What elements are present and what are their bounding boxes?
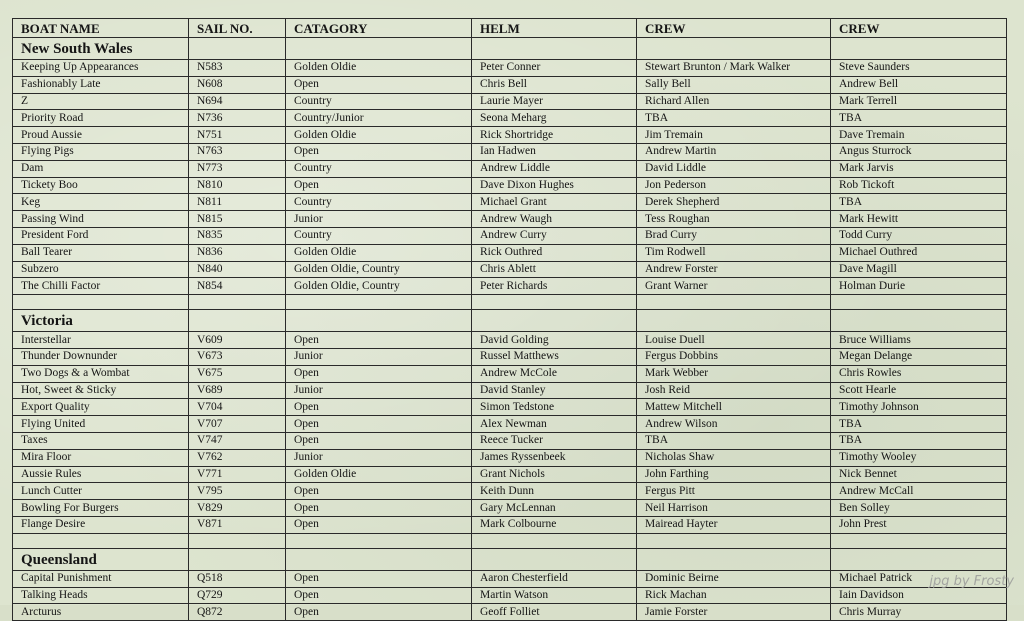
helm-cell: Laurie Mayer (472, 93, 637, 110)
table-row (13, 177, 1007, 194)
empty-cell (831, 310, 1007, 332)
helm-cell: Grant Nichols (472, 466, 637, 483)
helm-cell: Gary McLennan (472, 500, 637, 517)
crew-1-cell: Mattew Mitchell (637, 399, 831, 416)
boat-name-cell: Aussie Rules (13, 466, 189, 483)
table-row (13, 160, 1007, 177)
table-row (13, 432, 1007, 449)
empty-cell (189, 310, 286, 332)
category-cell: Open (286, 399, 472, 416)
boat-name-cell: Capital Punishment (13, 570, 189, 587)
category-cell: Country (286, 194, 472, 211)
boat-name-cell: Export Quality (13, 399, 189, 416)
category-cell: Open (286, 416, 472, 433)
helm-cell: Michael Grant (472, 194, 637, 211)
crew-2-cell: Scott Hearle (831, 382, 1007, 399)
helm-cell: David Stanley (472, 382, 637, 399)
table-row (13, 60, 1007, 77)
sail-no-cell: V704 (189, 399, 286, 416)
category-cell: Golden Oldie (286, 127, 472, 144)
category-cell: Open (286, 365, 472, 382)
crew-1-cell: Fergus Dobbins (637, 348, 831, 365)
boat-entry-table (12, 18, 1007, 621)
header-crew-1: CREW (637, 19, 831, 38)
crew-1-cell: Mark Webber (637, 365, 831, 382)
sail-no-cell: N773 (189, 160, 286, 177)
table-row (13, 449, 1007, 466)
crew-2-cell: Megan Delange (831, 348, 1007, 365)
table-row (13, 516, 1007, 533)
empty-cell (472, 310, 637, 332)
boat-name-cell: Flange Desire (13, 516, 189, 533)
table-body (13, 38, 1007, 621)
boat-name-cell: Ball Tearer (13, 244, 189, 261)
boat-name-cell: Priority Road (13, 110, 189, 127)
sail-no-cell: V871 (189, 516, 286, 533)
crew-2-cell: Timothy Johnson (831, 399, 1007, 416)
crew-1-cell: Fergus Pitt (637, 483, 831, 500)
sail-no-cell: V707 (189, 416, 286, 433)
sail-no-cell: N583 (189, 60, 286, 77)
crew-2-cell: Todd Curry (831, 227, 1007, 244)
section-title: New South Wales (13, 38, 189, 60)
helm-cell: Chris Ablett (472, 261, 637, 278)
empty-cell (831, 295, 1007, 310)
category-cell: Junior (286, 449, 472, 466)
boat-name-cell: Dam (13, 160, 189, 177)
helm-cell: Ian Hadwen (472, 143, 637, 160)
empty-cell (637, 533, 831, 548)
section-header-row (13, 38, 1007, 60)
table-row (13, 587, 1007, 604)
section-header-row (13, 310, 1007, 332)
crew-1-cell: Nicholas Shaw (637, 449, 831, 466)
boat-name-cell: Two Dogs & a Wombat (13, 365, 189, 382)
sail-no-cell: Q518 (189, 570, 286, 587)
empty-cell (189, 533, 286, 548)
empty-cell (637, 310, 831, 332)
table-row (13, 500, 1007, 517)
category-cell: Open (286, 483, 472, 500)
crew-1-cell: David Liddle (637, 160, 831, 177)
header-boat-name: BOAT NAME (13, 19, 189, 38)
table-row (13, 483, 1007, 500)
watermark: jpg by Frosty (929, 574, 1014, 589)
boat-name-cell: Hot, Sweet & Sticky (13, 382, 189, 399)
sail-no-cell: N835 (189, 227, 286, 244)
category-cell: Junior (286, 382, 472, 399)
sail-no-cell: N840 (189, 261, 286, 278)
boat-name-cell: President Ford (13, 227, 189, 244)
crew-2-cell: TBA (831, 432, 1007, 449)
boat-name-cell: Taxes (13, 432, 189, 449)
header-sail-no: SAIL NO. (189, 19, 286, 38)
category-cell: Open (286, 177, 472, 194)
helm-cell: Andrew Curry (472, 227, 637, 244)
helm-cell: Chris Bell (472, 76, 637, 93)
table-row (13, 365, 1007, 382)
category-cell: Golden Oldie (286, 466, 472, 483)
empty-cell (472, 295, 637, 310)
table-row (13, 143, 1007, 160)
empty-cell (189, 38, 286, 60)
table-row (13, 194, 1007, 211)
boat-name-cell: Flying United (13, 416, 189, 433)
sail-no-cell: Q872 (189, 604, 286, 621)
crew-2-cell: Rob Tickoft (831, 177, 1007, 194)
category-cell: Open (286, 332, 472, 349)
header-row (13, 19, 1007, 38)
header-helm: HELM (472, 19, 637, 38)
boat-name-cell: Keeping Up Appearances (13, 60, 189, 77)
boat-name-cell: Lunch Cutter (13, 483, 189, 500)
helm-cell: Peter Richards (472, 278, 637, 295)
boat-name-cell: Proud Aussie (13, 127, 189, 144)
crew-1-cell: Neil Harrison (637, 500, 831, 517)
table-row (13, 261, 1007, 278)
crew-1-cell: Brad Curry (637, 227, 831, 244)
table-row (13, 416, 1007, 433)
boat-name-cell: Fashionably Late (13, 76, 189, 93)
helm-cell: Simon Tedstone (472, 399, 637, 416)
boat-name-cell: Bowling For Burgers (13, 500, 189, 517)
empty-cell (472, 38, 637, 60)
crew-1-cell: Stewart Brunton / Mark Walker (637, 60, 831, 77)
helm-cell: David Golding (472, 332, 637, 349)
table-row (13, 211, 1007, 228)
category-cell: Open (286, 604, 472, 621)
crew-1-cell: Dominic Beirne (637, 570, 831, 587)
helm-cell: Andrew Liddle (472, 160, 637, 177)
sail-no-cell: V689 (189, 382, 286, 399)
table-row (13, 110, 1007, 127)
crew-1-cell: Tess Roughan (637, 211, 831, 228)
section-title: Victoria (13, 310, 189, 332)
sail-no-cell: N763 (189, 143, 286, 160)
table-row (13, 348, 1007, 365)
crew-1-cell: Andrew Martin (637, 143, 831, 160)
crew-2-cell: TBA (831, 194, 1007, 211)
spacer-row (13, 295, 1007, 310)
empty-cell (472, 548, 637, 570)
boat-name-cell: Keg (13, 194, 189, 211)
crew-2-cell: Dave Magill (831, 261, 1007, 278)
category-cell: Country (286, 227, 472, 244)
sail-no-cell: V609 (189, 332, 286, 349)
crew-2-cell: Chris Murray (831, 604, 1007, 621)
crew-1-cell: Jon Pederson (637, 177, 831, 194)
crew-1-cell: Grant Warner (637, 278, 831, 295)
category-cell: Country/Junior (286, 110, 472, 127)
category-cell: Open (286, 516, 472, 533)
helm-cell: Martin Watson (472, 587, 637, 604)
crew-2-cell: Chris Rowles (831, 365, 1007, 382)
helm-cell: Keith Dunn (472, 483, 637, 500)
crew-1-cell: TBA (637, 110, 831, 127)
crew-1-cell: Josh Reid (637, 382, 831, 399)
table-row (13, 570, 1007, 587)
boat-name-cell: Tickety Boo (13, 177, 189, 194)
boat-name-cell: Thunder Downunder (13, 348, 189, 365)
boat-name-cell: Talking Heads (13, 587, 189, 604)
empty-cell (472, 533, 637, 548)
crew-1-cell: Andrew Wilson (637, 416, 831, 433)
table-row (13, 466, 1007, 483)
helm-cell: Mark Colbourne (472, 516, 637, 533)
sail-no-cell: N694 (189, 93, 286, 110)
crew-1-cell: Rick Machan (637, 587, 831, 604)
sail-no-cell: N751 (189, 127, 286, 144)
crew-2-cell: Michael Patrick (831, 570, 1007, 587)
table-row (13, 604, 1007, 621)
boat-name-cell: Arcturus (13, 604, 189, 621)
helm-cell: Russel Matthews (472, 348, 637, 365)
sail-no-cell: N736 (189, 110, 286, 127)
boat-name-cell: Interstellar (13, 332, 189, 349)
helm-cell: Aaron Chesterfield (472, 570, 637, 587)
empty-cell (286, 310, 472, 332)
category-cell: Golden Oldie, Country (286, 278, 472, 295)
crew-1-cell: Jamie Forster (637, 604, 831, 621)
sail-no-cell: N810 (189, 177, 286, 194)
crew-1-cell: John Farthing (637, 466, 831, 483)
empty-cell (831, 533, 1007, 548)
empty-cell (286, 533, 472, 548)
empty-cell (831, 548, 1007, 570)
crew-2-cell: Mark Hewitt (831, 211, 1007, 228)
empty-cell (286, 38, 472, 60)
category-cell: Open (286, 143, 472, 160)
empty-cell (286, 295, 472, 310)
category-cell: Country (286, 93, 472, 110)
crew-2-cell: TBA (831, 110, 1007, 127)
sail-no-cell: Q729 (189, 587, 286, 604)
sail-no-cell: V829 (189, 500, 286, 517)
category-cell: Golden Oldie (286, 60, 472, 77)
table-row (13, 93, 1007, 110)
crew-1-cell: Andrew Forster (637, 261, 831, 278)
sail-no-cell: V673 (189, 348, 286, 365)
crew-2-cell: Andrew McCall (831, 483, 1007, 500)
crew-2-cell: Ben Solley (831, 500, 1007, 517)
sail-no-cell: V675 (189, 365, 286, 382)
category-cell: Open (286, 587, 472, 604)
crew-1-cell: Richard Allen (637, 93, 831, 110)
boat-name-cell: Subzero (13, 261, 189, 278)
table-row (13, 244, 1007, 261)
crew-2-cell: Michael Outhred (831, 244, 1007, 261)
crew-2-cell: Dave Tremain (831, 127, 1007, 144)
sail-no-cell: N836 (189, 244, 286, 261)
table-row (13, 76, 1007, 93)
table-row (13, 399, 1007, 416)
crew-1-cell: Jim Tremain (637, 127, 831, 144)
crew-1-cell: Tim Rodwell (637, 244, 831, 261)
helm-cell: Seona Meharg (472, 110, 637, 127)
section-title: Queensland (13, 548, 189, 570)
sail-no-cell: V795 (189, 483, 286, 500)
category-cell: Open (286, 570, 472, 587)
helm-cell: Andrew Waugh (472, 211, 637, 228)
empty-cell (13, 533, 189, 548)
table-row (13, 127, 1007, 144)
empty-cell (637, 295, 831, 310)
sail-no-cell: V762 (189, 449, 286, 466)
spacer-row (13, 533, 1007, 548)
helm-cell: Andrew McCole (472, 365, 637, 382)
crew-2-cell: Holman Durie (831, 278, 1007, 295)
category-cell: Golden Oldie (286, 244, 472, 261)
helm-cell: James Ryssenbeek (472, 449, 637, 466)
empty-cell (13, 295, 189, 310)
crew-2-cell: Bruce Williams (831, 332, 1007, 349)
category-cell: Junior (286, 348, 472, 365)
helm-cell: Rick Shortridge (472, 127, 637, 144)
crew-1-cell: TBA (637, 432, 831, 449)
category-cell: Open (286, 76, 472, 93)
helm-cell: Alex Newman (472, 416, 637, 433)
crew-2-cell: Mark Terrell (831, 93, 1007, 110)
table-row (13, 332, 1007, 349)
sail-no-cell: N811 (189, 194, 286, 211)
category-cell: Golden Oldie, Country (286, 261, 472, 278)
empty-cell (189, 548, 286, 570)
category-cell: Junior (286, 211, 472, 228)
crew-2-cell: Nick Bennet (831, 466, 1007, 483)
boat-name-cell: Z (13, 93, 189, 110)
table-row (13, 227, 1007, 244)
crew-2-cell: John Prest (831, 516, 1007, 533)
category-cell: Country (286, 160, 472, 177)
category-cell: Open (286, 500, 472, 517)
helm-cell: Geoff Folliet (472, 604, 637, 621)
helm-cell: Dave Dixon Hughes (472, 177, 637, 194)
crew-1-cell: Sally Bell (637, 76, 831, 93)
empty-cell (831, 38, 1007, 60)
crew-2-cell: Andrew Bell (831, 76, 1007, 93)
helm-cell: Reece Tucker (472, 432, 637, 449)
boat-name-cell: Passing Wind (13, 211, 189, 228)
boat-name-cell: Mira Floor (13, 449, 189, 466)
sail-no-cell: N815 (189, 211, 286, 228)
empty-cell (189, 295, 286, 310)
header-crew-2: CREW (831, 19, 1007, 38)
empty-cell (637, 548, 831, 570)
crew-1-cell: Mairead Hayter (637, 516, 831, 533)
sail-no-cell: V747 (189, 432, 286, 449)
sail-no-cell: N608 (189, 76, 286, 93)
header-category: CATAGORY (286, 19, 472, 38)
crew-2-cell: Steve Saunders (831, 60, 1007, 77)
table-row (13, 382, 1007, 399)
empty-cell (286, 548, 472, 570)
crew-2-cell: Timothy Wooley (831, 449, 1007, 466)
helm-cell: Peter Conner (472, 60, 637, 77)
crew-1-cell: Derek Shepherd (637, 194, 831, 211)
category-cell: Open (286, 432, 472, 449)
crew-2-cell: Mark Jarvis (831, 160, 1007, 177)
crew-2-cell: Iain Davidson (831, 587, 1007, 604)
table-row (13, 278, 1007, 295)
crew-1-cell: Louise Duell (637, 332, 831, 349)
sail-no-cell: V771 (189, 466, 286, 483)
boat-name-cell: Flying Pigs (13, 143, 189, 160)
section-header-row (13, 548, 1007, 570)
sail-no-cell: N854 (189, 278, 286, 295)
crew-2-cell: TBA (831, 416, 1007, 433)
empty-cell (637, 38, 831, 60)
boat-name-cell: The Chilli Factor (13, 278, 189, 295)
helm-cell: Rick Outhred (472, 244, 637, 261)
crew-2-cell: Angus Sturrock (831, 143, 1007, 160)
